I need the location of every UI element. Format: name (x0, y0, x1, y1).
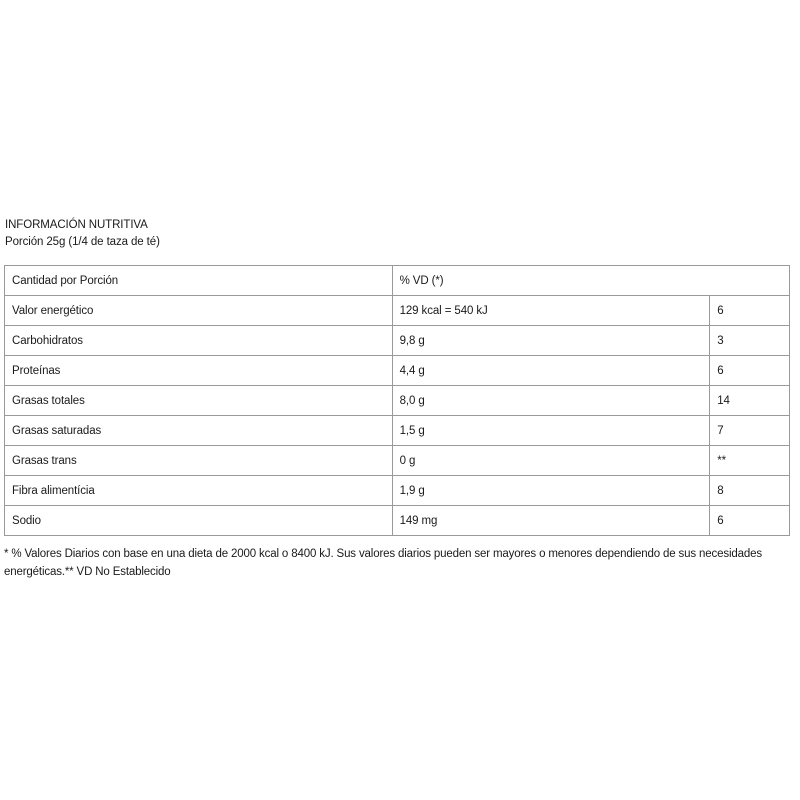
nutrient-name: Grasas totales (5, 386, 393, 416)
nutrient-name: Valor energético (5, 296, 393, 326)
nutrient-vd: 3 (710, 326, 790, 356)
nutrient-name: Grasas trans (5, 446, 393, 476)
nutrient-name: Fibra alimentícia (5, 476, 393, 506)
nutrient-amount: 1,5 g (392, 416, 710, 446)
table-row (5, 296, 790, 326)
nutrient-amount: 9,8 g (392, 326, 710, 356)
table-row (5, 476, 790, 506)
nutrient-vd: 6 (710, 296, 790, 326)
table-row (5, 506, 790, 536)
nutrient-vd: 14 (710, 386, 790, 416)
nutrient-amount: 8,0 g (392, 386, 710, 416)
nutrient-name: Carbohidratos (5, 326, 393, 356)
nutrition-title: INFORMACIÓN NUTRITIVA (5, 219, 148, 231)
table-row (5, 416, 790, 446)
table-row (5, 326, 790, 356)
footnote: * % Valores Diarios con base en una dieta de 2000 kcal o 8400 kJ. Sus valores diarios pueden ser mayores o menores dependiendo de sus necesidades energéticas.** VD No Establecido (4, 548, 762, 578)
table-row (5, 356, 790, 386)
header-cell-vd: % VD (*) (392, 266, 789, 296)
nutrient-name: Grasas saturadas (5, 416, 393, 446)
table-header-row (5, 266, 790, 296)
nutrient-vd: 6 (710, 356, 790, 386)
nutrient-vd: 7 (710, 416, 790, 446)
table-row (5, 386, 790, 416)
nutrient-name: Proteínas (5, 356, 393, 386)
nutrient-amount: 0 g (392, 446, 710, 476)
nutrient-amount: 1,9 g (392, 476, 710, 506)
nutrient-amount: 149 mg (392, 506, 710, 536)
nutrition-heading (5, 217, 160, 251)
nutrient-name: Sodio (5, 506, 393, 536)
nutrient-amount: 4,4 g (392, 356, 710, 386)
nutrient-vd: 6 (710, 506, 790, 536)
table-row (5, 446, 790, 476)
header-cell-quantity: Cantidad por Porción (5, 266, 393, 296)
nutrient-amount: 129 kcal = 540 kJ (392, 296, 710, 326)
nutrient-vd: ** (710, 446, 790, 476)
nutrient-vd: 8 (710, 476, 790, 506)
portion-size: Porción 25g (1/4 de taza de té) (5, 236, 160, 248)
nutrition-table (4, 265, 790, 536)
